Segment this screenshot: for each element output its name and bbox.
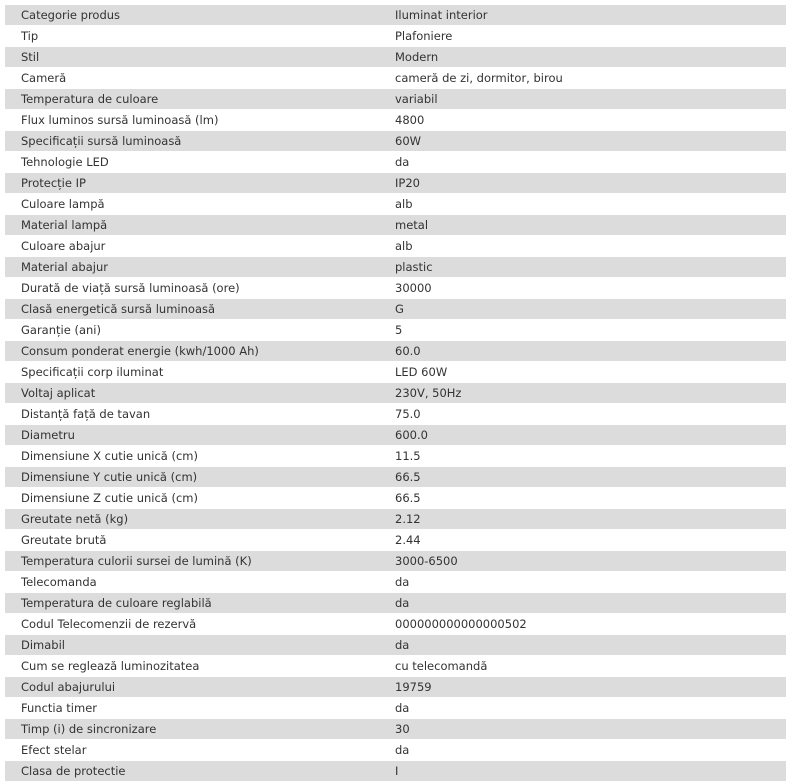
spec-row-lamp-color [5, 194, 786, 215]
spec-row-energy-consumption [5, 341, 786, 362]
spec-value: da [381, 698, 786, 719]
spec-label: Garanție (ani) [5, 320, 381, 341]
spec-label: Culoare abajur [5, 236, 381, 257]
spec-row-style [5, 47, 786, 68]
spec-label: Material abajur [5, 257, 381, 278]
spec-label: Temperatura de culoare reglabilă [5, 593, 381, 614]
spec-row-energy-class [5, 299, 786, 320]
spec-row-ceiling-distance [5, 404, 786, 425]
spec-row-protection-class [5, 761, 786, 782]
spec-row-adjustable-temperature [5, 593, 786, 614]
spec-label: Specificații corp iluminat [5, 362, 381, 383]
spec-row-star-effect [5, 740, 786, 761]
spec-row-remote [5, 572, 786, 593]
spec-value: da [381, 593, 786, 614]
spec-label: Clasă energetică sursă luminoasă [5, 299, 381, 320]
spec-label: Dimensiune Y cutie unică (cm) [5, 467, 381, 488]
spec-value: cu telecomandă [381, 656, 786, 677]
spec-value: 5 [381, 320, 786, 341]
spec-label: Specificații sursă luminoasă [5, 131, 381, 152]
spec-value: 3000-6500 [381, 551, 786, 572]
spec-value: 30 [381, 719, 786, 740]
spec-row-lifetime [5, 278, 786, 299]
spec-row-luminous-flux [5, 110, 786, 131]
spec-row-shade-color [5, 236, 786, 257]
spec-row-box-y [5, 467, 786, 488]
spec-value: metal [381, 215, 786, 236]
spec-value: 230V, 50Hz [381, 383, 786, 404]
spec-label: Material lampă [5, 215, 381, 236]
spec-value: 60W [381, 131, 786, 152]
spec-value: 19759 [381, 677, 786, 698]
spec-row-room [5, 68, 786, 89]
spec-value: Plafoniere [381, 26, 786, 47]
spec-label: Durată de viață sursă luminoasă (ore) [5, 278, 381, 299]
spec-label: Dimensiune Z cutie unică (cm) [5, 488, 381, 509]
spec-label: Codul Telecomenzii de rezervă [5, 614, 381, 635]
spec-label: Efect stelar [5, 740, 381, 761]
spec-label: Codul abajurului [5, 677, 381, 698]
spec-row-type [5, 26, 786, 47]
spec-label: Cum se reglează luminozitatea [5, 656, 381, 677]
spec-row-sync-time [5, 719, 786, 740]
spec-value: 4800 [381, 110, 786, 131]
specifications-table [5, 5, 786, 782]
spec-label: Distanță față de tavan [5, 404, 381, 425]
spec-row-box-z [5, 488, 786, 509]
spec-value: 2.44 [381, 530, 786, 551]
spec-row-warranty [5, 320, 786, 341]
spec-label: Tip [5, 26, 381, 47]
spec-value: da [381, 152, 786, 173]
spec-label: Dimabil [5, 635, 381, 656]
spec-value: IP20 [381, 173, 786, 194]
spec-label: Greutate brută [5, 530, 381, 551]
spec-value: 60.0 [381, 341, 786, 362]
spec-label: Stil [5, 47, 381, 68]
spec-row-color-temperature-k [5, 551, 786, 572]
spec-label: Timp (i) de sincronizare [5, 719, 381, 740]
spec-row-brightness-control [5, 656, 786, 677]
spec-row-diameter [5, 425, 786, 446]
spec-value: Iluminat interior [381, 5, 786, 26]
spec-row-color-temperature [5, 89, 786, 110]
spec-value: 11.5 [381, 446, 786, 467]
spec-label: Dimensiune X cutie unică (cm) [5, 446, 381, 467]
spec-value: 30000 [381, 278, 786, 299]
spec-label: Cameră [5, 68, 381, 89]
spec-value: 75.0 [381, 404, 786, 425]
spec-label: Functia timer [5, 698, 381, 719]
spec-value: alb [381, 236, 786, 257]
spec-label: Temperatura de culoare [5, 89, 381, 110]
spec-label: Tehnologie LED [5, 152, 381, 173]
spec-value: 600.0 [381, 425, 786, 446]
spec-value: da [381, 740, 786, 761]
spec-label: Culoare lampă [5, 194, 381, 215]
spec-label: Flux luminos sursă luminoasă (lm) [5, 110, 381, 131]
spec-row-product-category [5, 5, 786, 26]
spec-label: Telecomanda [5, 572, 381, 593]
spec-value: alb [381, 194, 786, 215]
spec-row-net-weight [5, 509, 786, 530]
spec-row-lamp-material [5, 215, 786, 236]
spec-value: 000000000000000502 [381, 614, 786, 635]
spec-value: da [381, 635, 786, 656]
specifications-body [5, 5, 786, 782]
spec-row-gross-weight [5, 530, 786, 551]
spec-value: 66.5 [381, 467, 786, 488]
spec-row-light-source-spec [5, 131, 786, 152]
spec-label: Categorie produs [5, 5, 381, 26]
spec-value: G [381, 299, 786, 320]
spec-row-led-technology [5, 152, 786, 173]
spec-row-dimmable [5, 635, 786, 656]
spec-row-fixture-spec [5, 362, 786, 383]
spec-value: 66.5 [381, 488, 786, 509]
spec-row-box-x [5, 446, 786, 467]
spec-row-ip-protection [5, 173, 786, 194]
spec-label: Protecție IP [5, 173, 381, 194]
spec-value: I [381, 761, 786, 782]
spec-row-shade-material [5, 257, 786, 278]
spec-row-spare-remote-code [5, 614, 786, 635]
spec-value: cameră de zi, dormitor, birou [381, 68, 786, 89]
spec-value: da [381, 572, 786, 593]
spec-label: Temperatura culorii sursei de lumină (K) [5, 551, 381, 572]
spec-row-timer-function [5, 698, 786, 719]
spec-label: Diametru [5, 425, 381, 446]
spec-label: Clasa de protectie [5, 761, 381, 782]
spec-value: 2.12 [381, 509, 786, 530]
spec-label: Consum ponderat energie (kwh/1000 Ah) [5, 341, 381, 362]
spec-row-voltage [5, 383, 786, 404]
spec-label: Greutate netă (kg) [5, 509, 381, 530]
spec-label: Voltaj aplicat [5, 383, 381, 404]
spec-value: plastic [381, 257, 786, 278]
spec-value: LED 60W [381, 362, 786, 383]
spec-value: variabil [381, 89, 786, 110]
spec-row-shade-code [5, 677, 786, 698]
spec-value: Modern [381, 47, 786, 68]
